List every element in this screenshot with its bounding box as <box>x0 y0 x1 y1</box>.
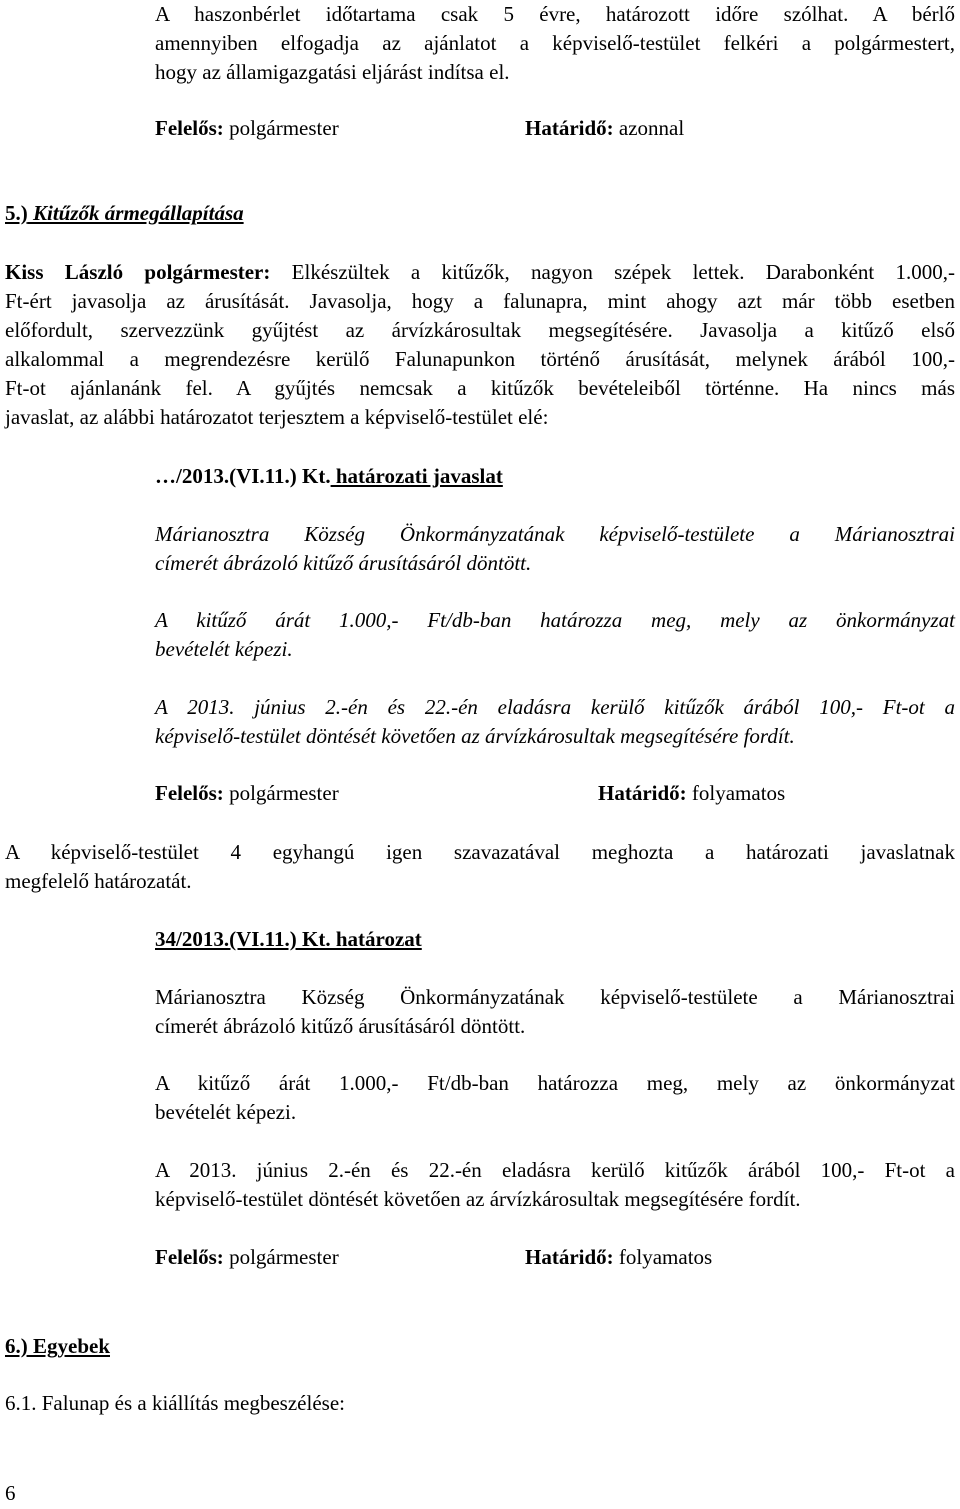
vote-paragraph: A képviselő-testület 4 egyhangú igen szavazatával meghozta a határozati javaslatnak megfelelő határozatát. <box>5 840 955 893</box>
section-title: Kitűzők ármegállapítása <box>27 201 244 225</box>
proposal-paragraph-2: A kitűző árát 1.000,- Ft/db-ban határozza meg, mely az önkormányzat bevételét képezi. <box>155 608 955 661</box>
felelos-value: polgármester <box>223 781 339 805</box>
felelos-row <box>155 779 339 808</box>
intro-line: hogy az államigazgatási eljárást indítsa el. <box>155 60 510 84</box>
resolution-paragraph-3: A 2013. június 2.-én és 22.-én eladásra kerülő kitűzők árából 100,- Ft-ot a képviselő-testület döntését követően az árvízkárosultak megsegítésére fordít. <box>155 1158 955 1211</box>
section-6-heading: 6.) Egyebek <box>5 1334 110 1358</box>
resolution-paragraph-1: Márianosztra Község Önkormányzatának képviselő-testülete a Márianosztrai címerét ábrázoló kitűző árusításáról döntött. <box>155 985 955 1038</box>
felelos-value: polgármester <box>223 116 339 140</box>
intro-paragraph <box>155 0 955 87</box>
hatarido-label: Határidő: <box>525 116 614 140</box>
speaker-name: Kiss László polgármester: <box>5 260 271 284</box>
hatarido-label: Határidő: <box>598 781 687 805</box>
proposal-title <box>155 462 503 491</box>
hatarido-row <box>598 779 785 808</box>
speech-line: javaslat, az alábbi határozatot terjesztem a képviselő-testület elé: <box>5 405 549 429</box>
felelos-row <box>155 114 339 143</box>
felelos-label: Felelős: <box>155 116 224 140</box>
resolution-title: 34/2013.(VI.11.) Kt. határozat <box>155 927 422 951</box>
resolution-paragraph-2: A kitűző árát 1.000,- Ft/db-ban határozza meg, mely az önkormányzat bevételét képezi. <box>155 1071 955 1124</box>
speech-line: előfordult, szervezzünk gyűjtést az árvízkárosultak megsegítésére. Javasolja a kitűző első <box>5 318 955 342</box>
hatarido-value: folyamatos <box>613 1245 713 1269</box>
proposal-number: …/2013.(VI.11.) Kt. <box>155 464 331 488</box>
speech-line: Ft-ot ajánlanánk fel. A gyűjtés nemcsak a kitűzők bevételeiből történne. Ha nincs más <box>5 376 955 400</box>
section-number: 5.) <box>5 201 28 225</box>
proposal-label: határozati javaslat <box>330 464 503 488</box>
hatarido-value: azonnal <box>613 116 685 140</box>
hatarido-value: folyamatos <box>686 781 786 805</box>
intro-line: amennyiben elfogadja az ajánlatot a képviselő-testület felkéri a polgármestert, <box>155 31 955 55</box>
speech-line: Ft-ért javasolja az árusítását. Javasolja, hogy a falunapra, mint ahogy azt már több esetben <box>5 289 955 313</box>
page-number: 6 <box>5 1481 16 1505</box>
felelos-value: polgármester <box>223 1245 339 1269</box>
section-5-heading <box>5 199 244 228</box>
intro-line: A haszonbérlet időtartama csak 5 évre, határozott időre szólhat. A bérlő <box>155 2 955 26</box>
speech-paragraph <box>5 258 955 432</box>
proposal-paragraph-1: Márianosztra Község Önkormányzatának képviselő-testülete a Márianosztrai címerét ábrázoló kitűző árusításáról döntött. <box>155 522 955 575</box>
felelos-label: Felelős: <box>155 1245 224 1269</box>
speech-line: alkalommal a megrendezésre kerülő Falunapunkon történő árusítását, melynek árából 100,- <box>5 347 955 371</box>
hatarido-label: Határidő: <box>525 1245 614 1269</box>
felelos-label: Felelős: <box>155 781 224 805</box>
proposal-paragraph-3: A 2013. június 2.-én és 22.-én eladásra kerülő kitűzők árából 100,- Ft-ot a képviselő-testület döntését követően az árvízkárosultak megsegítésére fordít. <box>155 695 955 748</box>
felelos-row <box>155 1243 339 1272</box>
speech-line: Kiss László polgármester: Elkészültek a kitűzők, nagyon szépek lettek. Darabonként 1.000,- <box>5 260 956 284</box>
hatarido-row <box>525 114 684 143</box>
section-6-item: 6.1. Falunap és a kiállítás megbeszélése: <box>5 1391 345 1415</box>
hatarido-row <box>525 1243 712 1272</box>
